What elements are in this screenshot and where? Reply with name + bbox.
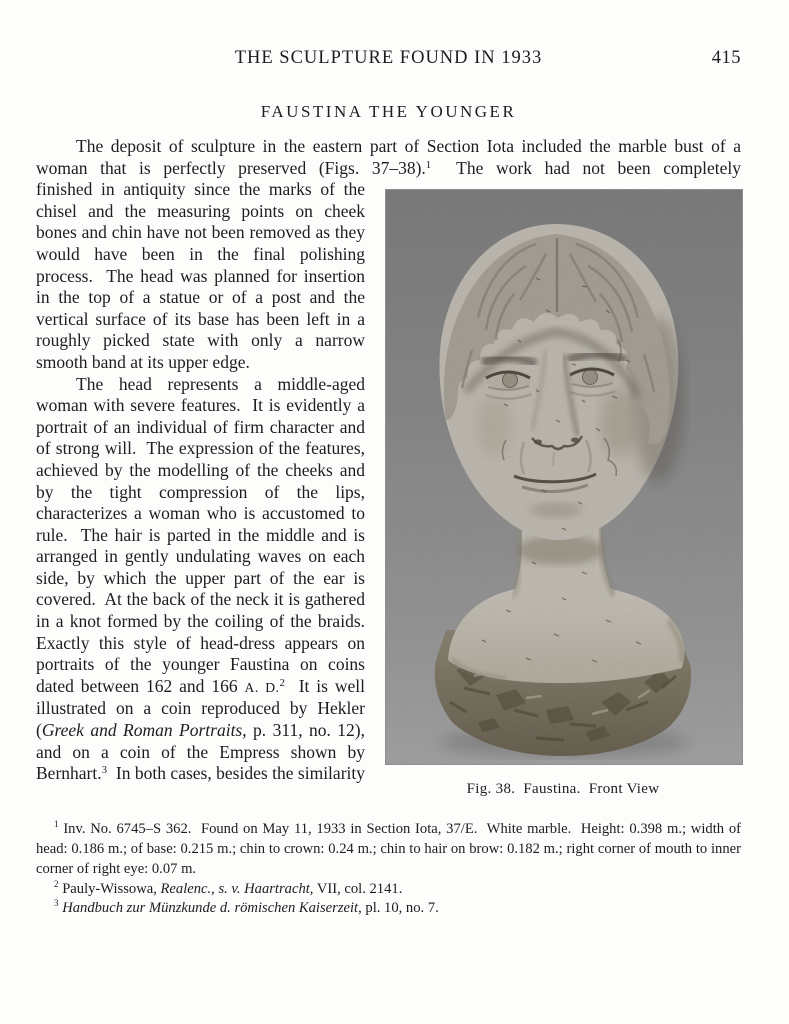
bust-photo-illustration xyxy=(386,190,742,764)
page-number: 415 xyxy=(711,48,741,68)
footnote-italic: Handbuch zur Münzkunde d. römischen Kaiserzeit xyxy=(62,900,359,917)
footnote-text: Inv. No. 6745–S 362. Found on May 11, 1933 in Section Iota, 37/E. White marble. Height: 0.398 m.; width of head: 0.186 m.; of base: 0.215 m.; chin to crown: 0.24 m.; chin to hair on brow: 0.182 m.; right corner of mouth to inner corner of right eye: 0.07 m. xyxy=(36,821,745,877)
figure-caption: Fig. 38. Faustina. Front View xyxy=(466,781,660,798)
footnote-number: 3 xyxy=(54,898,59,909)
footnote-number: 1 xyxy=(54,819,59,830)
paragraph-text: The work had not been completely xyxy=(431,157,741,178)
footnote-text: , pl. 10, no. 7. xyxy=(358,900,439,917)
small-caps-ad: A. D. xyxy=(244,679,280,695)
section-title: FAUSTINA THE YOUNGER xyxy=(260,102,517,121)
footnote-italic: Realenc., s. v. Haartracht xyxy=(160,880,310,897)
page-header xyxy=(36,48,741,70)
paragraph-text: In both cases, besides the similarity xyxy=(107,763,365,784)
footnote-ref-3: 3 xyxy=(101,764,108,777)
bust-photo xyxy=(385,189,743,765)
footnote-number: 2 xyxy=(54,878,59,889)
text-and-figure xyxy=(36,179,741,798)
footnote-1 xyxy=(36,819,745,879)
footnote-ref-1: 1 xyxy=(425,158,432,171)
paragraph-1-intro xyxy=(36,136,746,179)
footnote-text: , VII, col. 2141. xyxy=(309,880,403,897)
figure-38 xyxy=(385,189,741,798)
paragraph-text: The head represents a middle-aged woman with severe features. It is evidently a portrait of an individual of firm character and of strong will. The expression of the features, achieved by the modelling of the cheeks and by the tight compression of the lips, characterizes a woman who is accustomed to rule. The hair is parted in the middle and is arranged in gently undulating waves on each side, by which the upper part of the ear is covered. At the back of the neck it is gathered in a knot formed by the coiling of the braids. Exactly this style of head-dress appears on portraits of the younger Faustina on coins dated between 162 and 166 xyxy=(36,373,374,696)
running-head-title: THE SCULPTURE FOUND IN 1933 xyxy=(234,48,543,68)
footnote-3 xyxy=(36,899,741,919)
footnote-2 xyxy=(36,880,741,900)
paragraph-text: finished in antiquity since the marks of the chisel and the measuring points on cheek bones and chin have not been removed as they would have been in the final polishing process. The head was planned for insertion in the top of a statue or of a post and the vertical surface of its base has been left in a roughly picked state with only a narrow smooth band at its upper edge. xyxy=(36,179,370,372)
paragraph-text: The deposit of sculpture in the eastern part of Section Iota included the marble bust of a woman that is perfectly preserved (Figs. 37–38). xyxy=(36,136,746,178)
book-title-italic: Greek and Roman Portraits xyxy=(41,720,243,741)
footnote-ref-2: 2 xyxy=(279,676,285,689)
footnotes xyxy=(36,819,745,919)
paragraph-text: , p. 311, no. 12), and on a coin of the Empress shown by Bernhart. xyxy=(36,720,370,784)
footnote-text: Pauly-Wissowa, xyxy=(62,880,161,897)
paragraph-text: It is well illustrated on a coin reproduced by Hekler ( xyxy=(36,675,370,741)
